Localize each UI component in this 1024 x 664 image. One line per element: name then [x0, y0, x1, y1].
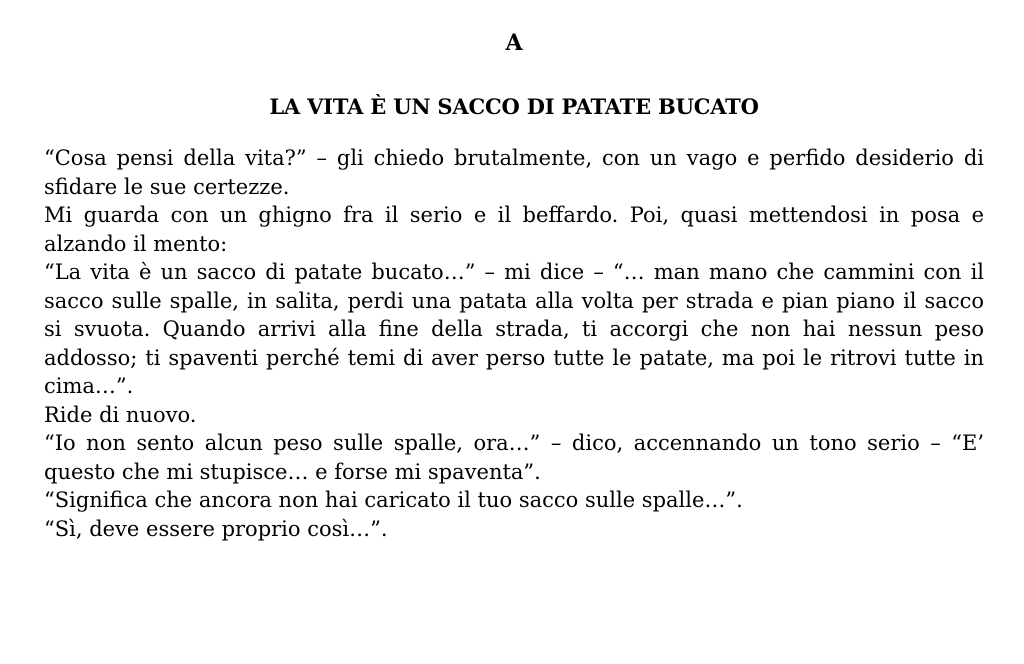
paragraph: Mi guarda con un ghigno fra il serio e il beffardo. Poi, quasi mettendosi in posa e alzando il mento: — [44, 203, 984, 256]
document-page — [44, 28, 984, 543]
body-text — [44, 144, 984, 543]
paragraph: Ride di nuovo. — [44, 402, 197, 427]
paragraph: “Significa che ancora non hai caricato il tuo sacco sulle spalle…”. — [44, 488, 743, 512]
paragraph: “La vita è un sacco di patate bucato…” – mi dice – “… man mano che cammini con il sacco sulle spalle, in salita, perdi una patata alla volta per strada e pian piano il sacco si svuota. Quando arrivi alla fine della strada, ti accorgi che non hai nessun peso addosso; ti spaventi perché temi di aver perso tutte le patate, ma poi le ritrovi tutte in cima…”. — [44, 260, 984, 398]
paragraph: “Io non sento alcun peso sulle spalle, ora…” – dico, accennando un tono serio – “E’ questo che mi stupisce… e forse mi spaventa”. — [44, 431, 984, 484]
paragraph: “Sì, deve essere proprio così…”. — [44, 516, 388, 541]
paragraph: “Cosa pensi della vita?” – gli chiedo brutalmente, con un vago e perfido desiderio di sfidare le sue certezze. — [44, 146, 984, 199]
chapter-letter: A — [505, 30, 523, 56]
chapter-title: LA VITA È UN SACCO DI PATATE BUCATO — [269, 94, 759, 119]
